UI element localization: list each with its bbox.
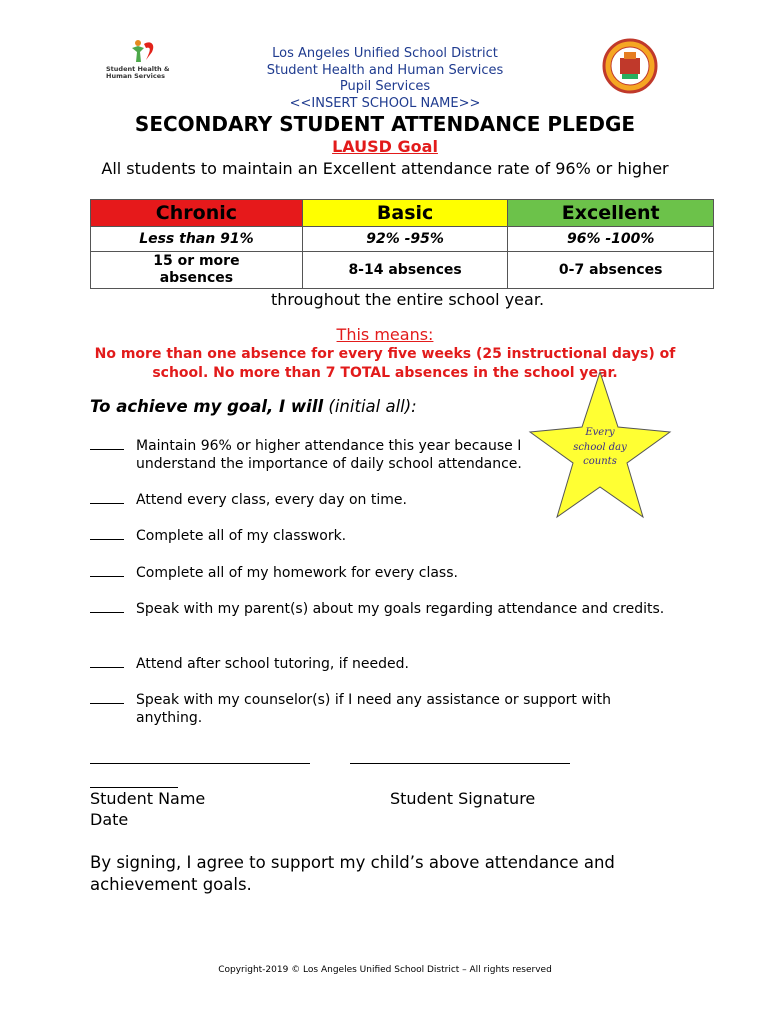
pledge-item bbox=[90, 691, 670, 726]
pledge-text: Attend every class, every day on time. bbox=[136, 492, 407, 508]
header-line-department: Student Health and Human Services bbox=[266, 62, 504, 78]
lausd-seal-logo bbox=[602, 38, 658, 94]
header-chronic: Chronic bbox=[91, 200, 303, 227]
pledge-text: Speak with my counselor(s) if I need any assistance or support with anything. bbox=[136, 692, 612, 726]
absences-chronic-text: 15 or more absences bbox=[153, 253, 240, 286]
student-name-line[interactable] bbox=[90, 763, 310, 764]
absences-basic: 8-14 absences bbox=[302, 252, 508, 289]
pledge-item bbox=[90, 600, 670, 618]
pledge-text: Complete all of my homework for every class. bbox=[136, 565, 458, 581]
table-row bbox=[91, 252, 714, 289]
achieve-rest: (initial all): bbox=[328, 397, 417, 416]
table-row bbox=[91, 227, 714, 252]
goal-heading: LAUSD Goal bbox=[332, 137, 438, 156]
student-signature-line[interactable] bbox=[350, 763, 570, 764]
table-header-row bbox=[91, 200, 714, 227]
means-text: No more than one absence for every five weeks (25 instructional days) of school. No more than 7 TOTAL absences in the school year. bbox=[94, 346, 676, 381]
consent-text: By signing, I agree to support my child’s above attendance and achievement goals. bbox=[90, 853, 615, 894]
pledge-item bbox=[90, 491, 670, 509]
pledge-item bbox=[90, 564, 670, 582]
absences-chronic bbox=[91, 252, 303, 289]
header-basic: Basic bbox=[302, 200, 508, 227]
pledge-text: Maintain 96% or higher attendance this year because I understand the importance of daily school attendance. bbox=[136, 438, 522, 472]
rate-chronic: Less than 91% bbox=[91, 227, 303, 252]
achieve-bold: To achieve my goal, I will bbox=[90, 397, 324, 416]
pledge-text: Attend after school tutoring, if needed. bbox=[136, 656, 409, 672]
pledge-text: Complete all of my classwork. bbox=[136, 528, 347, 544]
date-line[interactable] bbox=[90, 787, 178, 788]
star-text: Every school day counts bbox=[573, 427, 627, 467]
initial-blank[interactable] bbox=[90, 527, 124, 540]
initial-blank[interactable] bbox=[90, 655, 124, 668]
rate-basic: 92% -95% bbox=[302, 227, 508, 252]
initial-blank[interactable] bbox=[90, 691, 124, 704]
initial-blank[interactable] bbox=[90, 600, 124, 613]
achieve-heading bbox=[90, 397, 417, 416]
student-name-label: Student Name bbox=[90, 789, 206, 808]
pledge-item bbox=[90, 655, 670, 673]
header-line-services: Pupil Services bbox=[339, 79, 431, 94]
means-heading: This means: bbox=[336, 325, 434, 344]
initial-blank[interactable] bbox=[90, 564, 124, 577]
pledge-item bbox=[90, 527, 670, 545]
date-label: Date bbox=[90, 810, 129, 829]
header-line-school: <<INSERT SCHOOL NAME>> bbox=[289, 95, 481, 111]
absences-excellent: 0-7 absences bbox=[508, 252, 714, 289]
district-header bbox=[200, 46, 570, 112]
page-title: SECONDARY STUDENT ATTENDANCE PLEDGE bbox=[134, 112, 636, 136]
pledge-text: Speak with my parent(s) about my goals regarding attendance and credits. bbox=[136, 601, 665, 617]
goal-text: All students to maintain an Excellent attendance rate of 96% or higher bbox=[101, 159, 669, 178]
initial-blank[interactable] bbox=[90, 491, 124, 504]
initial-blank[interactable] bbox=[90, 437, 124, 450]
student-signature-label: Student Signature bbox=[390, 789, 536, 808]
throughout-text: throughout the entire school year. bbox=[270, 290, 545, 309]
footer-copyright: Copyright-2019 © Los Angeles Unified School District – All rights reserved bbox=[218, 965, 552, 975]
logo-text: Student Health & Human Services bbox=[106, 65, 170, 80]
rate-excellent: 96% -100% bbox=[508, 227, 714, 252]
header-excellent: Excellent bbox=[508, 200, 714, 227]
student-health-logo bbox=[100, 38, 175, 88]
attendance-table bbox=[90, 199, 714, 289]
header-line-district: Los Angeles Unified School District bbox=[272, 46, 498, 61]
